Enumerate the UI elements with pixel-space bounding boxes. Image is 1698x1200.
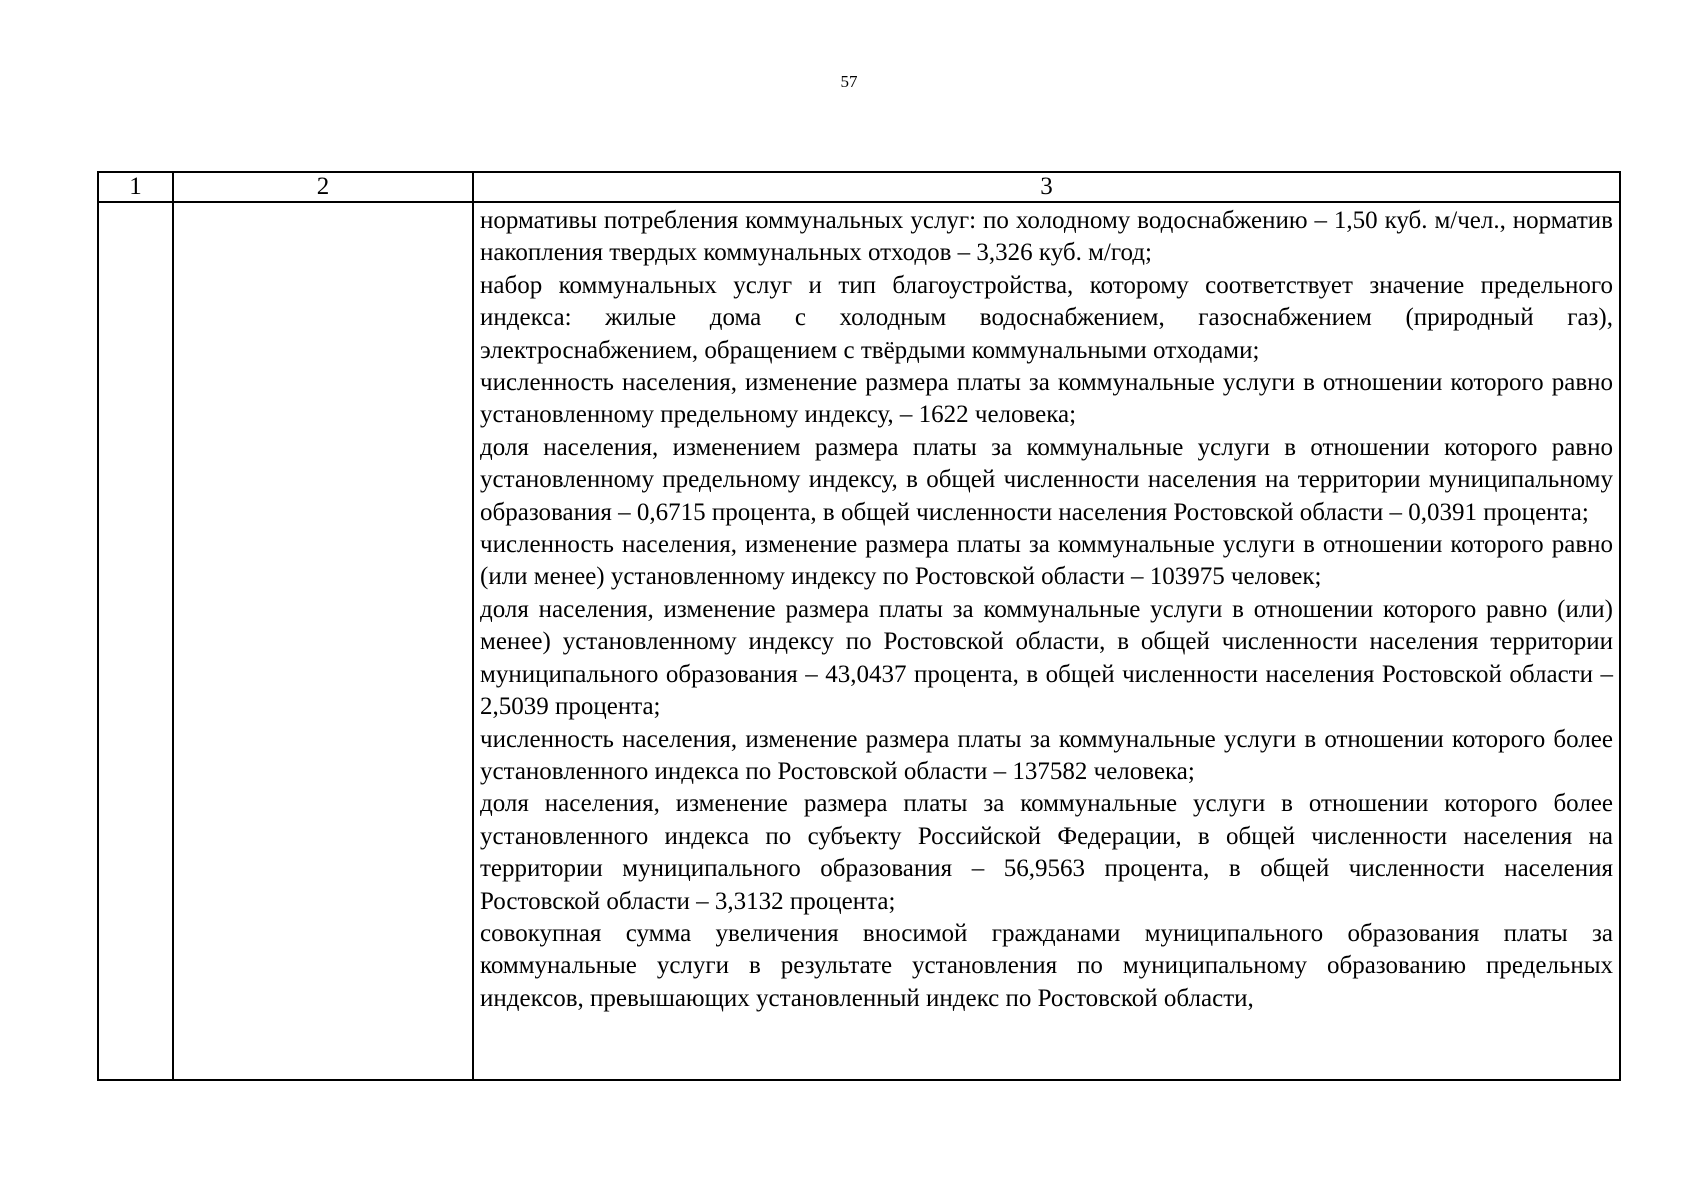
table-header-row [98, 172, 1620, 202]
column-header-1: 1 [98, 172, 173, 202]
paragraph-population-equal-index: численность населения, изменение размера платы за коммунальные услуги в отношении которого равно установленному предельному индексу, – 1622 человека; [480, 369, 1613, 429]
paragraph-service-set: набор коммунальных услуг и тип благоустройства, которому соответствует значение предельного индекса: жилые дома с холодным водоснабжением, газоснабжением (природный газ), электроснабжением, обращением с твёрдыми коммунальными отходами; [480, 271, 1613, 364]
paragraph-utility-norms: нормативы потребления коммунальных услуг: по холодному водоснабжению – 1,50 куб. м/чел., норматив накопления твердых коммунальных отходов – 3,326 куб. м/год; [480, 207, 1613, 267]
page-number: 57 [840, 72, 858, 91]
table-row [98, 202, 1620, 1080]
paragraph-share-equal-or-less: доля населения, изменение размера платы за коммунальные услуги в отношении которого равно (или) менее) установленному индексу по Ростовской области, в общей численности населения территории муниципального образования – 43,0437 процента, в общей численности населения Ростовской области – 2,5039 процента; [480, 595, 1613, 721]
column-header-2: 2 [173, 172, 473, 202]
cell-text-block [474, 203, 1619, 1079]
paragraph-share-above-index: доля населения, изменение размера платы за коммунальные услуги в отношении которого более установленного индекса по субъекту Российской Федерации, в общей численности населения на территории муниципального образования – 56,9563 процента, в общей численности населения Ростовской области – 3,3132 процента; [480, 790, 1613, 915]
paragraph-population-equal-or-less: численность населения, изменение размера платы за коммунальные услуги в отношении которого равно (или менее) установленному индексу по Ростовской области – 103975 человек; [480, 531, 1613, 591]
paragraph-population-above-index: численность населения, изменение размера платы за коммунальные услуги в отношении которого более установленного индекса по Ростовской области – 137582 человека; [480, 725, 1613, 785]
column-header-3: 3 [473, 172, 1620, 202]
document-table [97, 171, 1621, 1081]
table-cell-col3 [473, 202, 1620, 1080]
paragraph-total-increase: совокупная сумма увеличения вносимой гражданами муниципального образования платы за коммунальные услуги в результате установления по муниципальному образованию предельных индексов, превышающих установленный индекс по Ростовской области, [480, 919, 1613, 1012]
table-cell-col2 [173, 202, 473, 1080]
table-cell-col1 [98, 202, 173, 1080]
paragraph-share-equal-index: доля населения, изменением размера платы за коммунальные услуги в отношении которого равно установленному предельному индексу, в общей численности населения на территории муниципальному образования – 0,6715 процента, в общей численности населения Ростовской области – 0,0391 процента; [480, 433, 1613, 526]
